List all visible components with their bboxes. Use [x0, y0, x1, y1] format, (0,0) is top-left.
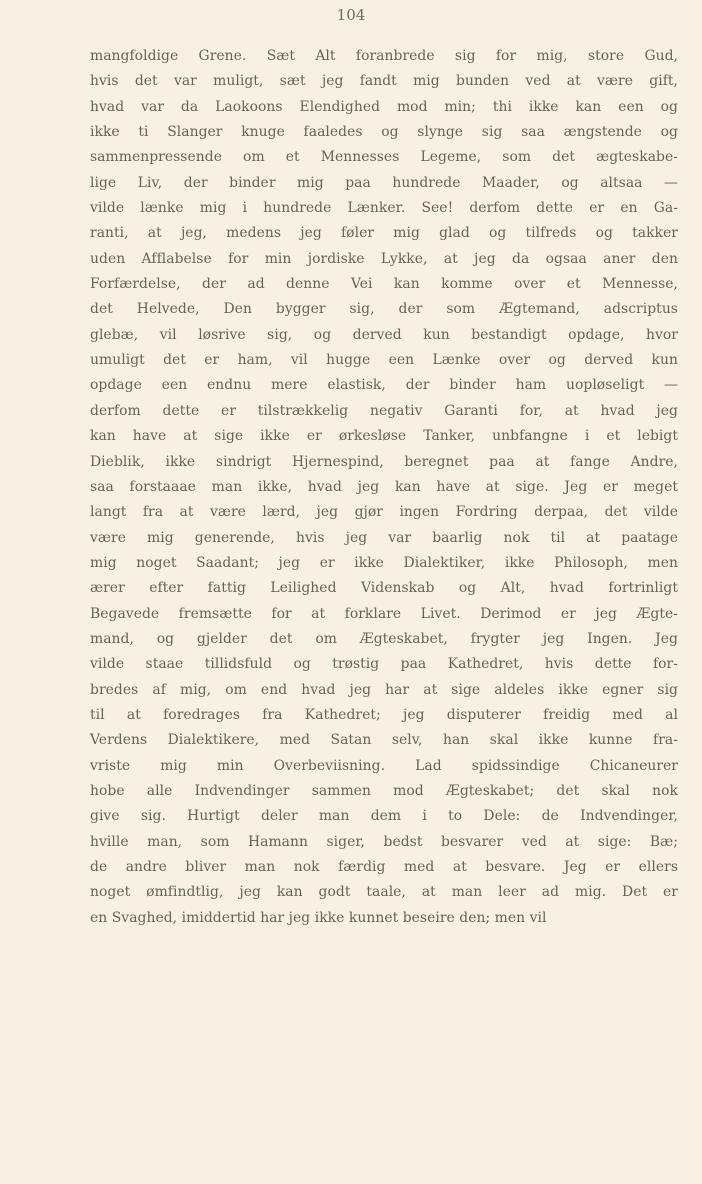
text-line: være mig generende, hvis jeg var baarlig nok til at paatage — [90, 529, 678, 546]
text-line: de andre bliver man nok færdig med at besvare. Jeg er ellers — [90, 859, 678, 875]
text-line: hvis det var muligt, sæt jeg fandt mig bunden ved at være gift, — [90, 73, 678, 90]
text-line: Begavede fremsætte for at forklare Livet. Derimod er jeg Ægte- — [90, 605, 678, 622]
text-line: noget ømfindtlig, jeg kan godt taale, at man leer ad mig. Det er — [90, 884, 678, 901]
text-line: sammenpressende om et Mennesses Legeme, som det ægteskabe- — [90, 149, 678, 166]
text-line: vilde staae tillidsfuld og trøstig paa Kathedret, hvis dette for- — [90, 656, 678, 673]
text-line: hobe alle Indvendinger sammen mod Ægteskabet; det skal nok — [90, 782, 678, 799]
text-line: ikke ti Slanger knuge faaledes og slynge sig saa ængstende og — [90, 124, 678, 141]
text-line: til at foredrages fra Kathedret; jeg disputerer freidig med al — [90, 706, 678, 723]
text-line: uden Afflabelse for min jordiske Lykke, at jeg da ogsaa aner den — [90, 250, 678, 267]
text-line: det Helvede, Den bygger sig, der som Ægtemand, adscriptus — [90, 301, 678, 318]
text-line: saa forstaaae man ikke, hvad jeg kan have at sige. Jeg er meget — [90, 478, 678, 495]
text-line: vilde lænke mig i hundrede Lænker. See! derfom dette er en Ga- — [90, 200, 678, 217]
page-number: 104 — [336, 6, 366, 24]
text-line: Forfærdelse, der ad denne Vei kan komme over et Mennesse, — [90, 276, 678, 293]
text-line: give sig. Hurtigt deler man dem i to Dele: de Indvendinger, — [90, 808, 678, 825]
body-text — [90, 44, 678, 931]
text-line: vriste mig min Overbeviisning. Lad spidssindige Chicaneurer — [90, 757, 678, 774]
text-line: Dieblik, ikke sindrigt Hjernespind, beregnet paa at fange Andre, — [90, 453, 678, 470]
text-line: en Svaghed, imiddertid har jeg ikke kunnet beseire den; men vil — [90, 909, 547, 926]
text-line: mig noget Saadant; jeg er ikke Dialektiker, ikke Philosoph, men — [90, 554, 678, 571]
text-line: hvad var da Laokoons Elendighed mod min; thi ikke kan een og — [90, 98, 678, 115]
text-line: derfom dette er tilstrækkelig negativ Garanti for, at hvad jeg — [90, 402, 678, 419]
text-line: mand, og gjelder det om Ægteskabet, frygter jeg Ingen. Jeg — [90, 630, 678, 647]
text-line: glebæ, vil løsrive sig, og derved kun bestandigt opdage, hvor — [90, 326, 678, 343]
text-line: mangfoldige Grene. Sæt Alt foranbrede sig for mig, store Gud, — [90, 48, 678, 64]
text-line: hville man, som Hamann siger, bedst besvarer ved at sige: Bæ; — [90, 833, 678, 850]
text-line: umuligt det er ham, vil hugge een Lænke over og derved kun — [90, 352, 678, 369]
text-line: kan have at sige ikke er ørkesløse Tanker, unbfangne i et lebigt — [90, 428, 678, 445]
text-line: ærer efter fattig Leilighed Videnskab og Alt, hvad fortrinligt — [90, 580, 678, 597]
text-line: lige Liv, der binder mig paa hundrede Maader, og altsaa — — [90, 174, 678, 191]
text-line: Verdens Dialektikere, med Satan selv, han skal ikke kunne fra- — [90, 732, 678, 749]
text-line: opdage een endnu mere elastisk, der binder ham uopløseligt — — [90, 377, 678, 394]
text-line: bredes af mig, om end hvad jeg har at sige aldeles ikke egner sig — [90, 681, 678, 698]
text-line: langt fra at være lærd, jeg gjør ingen Fordring derpaa, det vilde — [90, 504, 678, 521]
text-line: ranti, at jeg, medens jeg føler mig glad og tilfreds og takker — [90, 225, 678, 242]
